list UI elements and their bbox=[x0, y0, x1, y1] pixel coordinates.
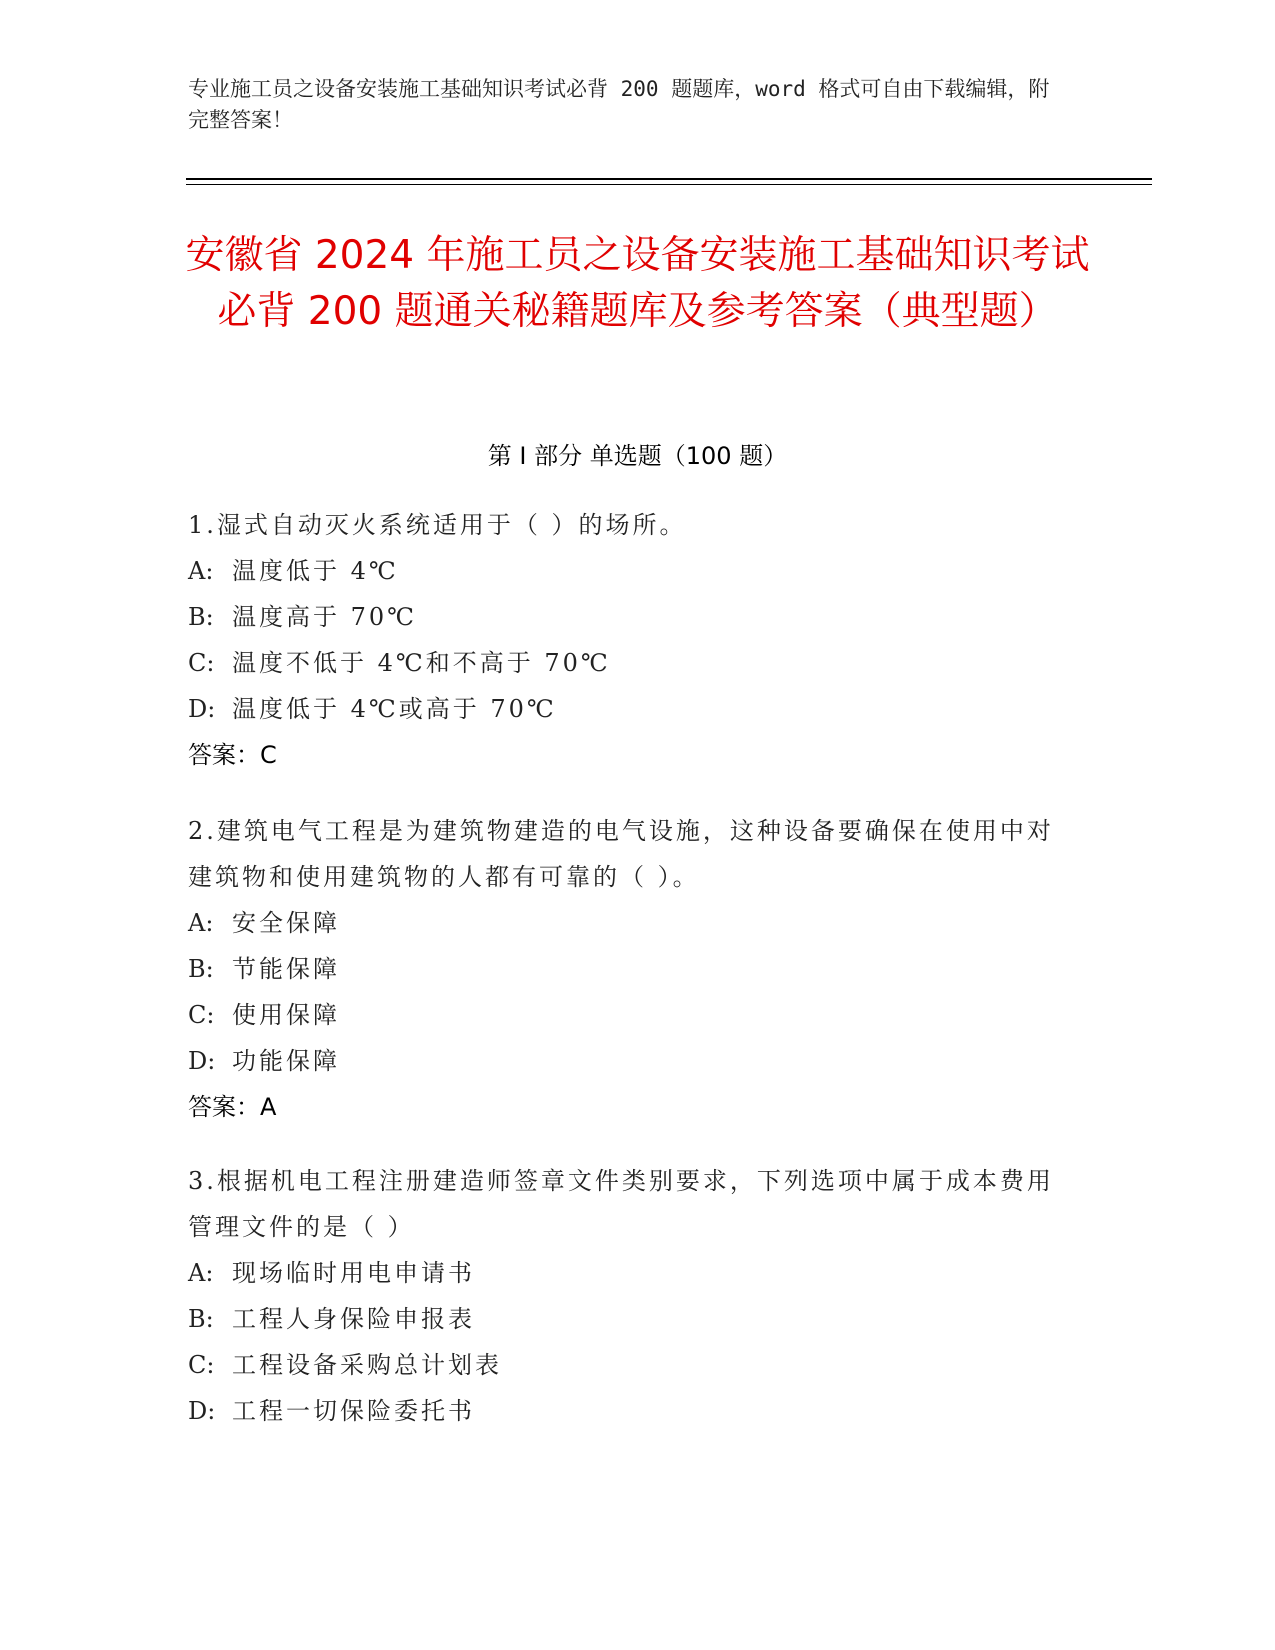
option-letter: A: bbox=[188, 557, 214, 585]
option-letter: A: bbox=[188, 909, 214, 937]
section-title: 第 I 部分 单选题（100 题） bbox=[487, 442, 788, 470]
option-b bbox=[188, 1296, 1068, 1342]
option-text: 工程人身保险申报表 bbox=[232, 1305, 475, 1333]
option-d bbox=[188, 686, 1068, 732]
option-text: 功能保障 bbox=[232, 1047, 340, 1075]
option-letter: C: bbox=[188, 649, 215, 677]
option-text: 安全保障 bbox=[232, 909, 340, 937]
question-3 bbox=[188, 1158, 1068, 1434]
question-stem: 2.建筑电气工程是为建筑物建造的电气设施，这种设备要确保在使用中对建筑物和使用建筑物的人都有可靠的（ ）。 bbox=[188, 817, 1054, 891]
option-letter: B: bbox=[188, 603, 214, 631]
option-letter: D: bbox=[188, 695, 216, 723]
answer: 答案：A bbox=[188, 1093, 277, 1121]
option-d bbox=[188, 1038, 1068, 1084]
option-a bbox=[188, 900, 1068, 946]
option-b bbox=[188, 946, 1068, 992]
option-letter: C: bbox=[188, 1001, 215, 1029]
option-c bbox=[188, 1342, 1068, 1388]
answer: 答案：C bbox=[188, 741, 277, 769]
option-a bbox=[188, 1250, 1068, 1296]
option-text: 温度低于 4℃或高于 70℃ bbox=[232, 695, 557, 723]
document-title: 安徽省 2024 年施工员之设备安装施工基础知识考试必背 200 题通关秘籍题库及参考答案（典型题） bbox=[185, 233, 1090, 334]
option-text: 节能保障 bbox=[232, 955, 340, 983]
option-text: 使用保障 bbox=[232, 1001, 340, 1029]
option-text: 温度低于 4℃ bbox=[232, 557, 399, 585]
header-rule-thick bbox=[186, 178, 1152, 180]
question-1 bbox=[188, 502, 1068, 778]
question-2 bbox=[188, 808, 1068, 1130]
option-letter: C: bbox=[188, 1351, 215, 1379]
option-text: 温度不低于 4℃和不高于 70℃ bbox=[232, 649, 611, 677]
question-stem: 1.湿式自动灭火系统适用于（ ）的场所。 bbox=[188, 511, 687, 539]
question-stem: 3.根据机电工程注册建造师签章文件类别要求，下列选项中属于成本费用管理文件的是（ ） bbox=[188, 1167, 1054, 1241]
option-letter: B: bbox=[188, 1305, 214, 1333]
header-rule-thin bbox=[186, 184, 1152, 185]
option-letter: A: bbox=[188, 1259, 214, 1287]
option-text: 工程一切保险委托书 bbox=[232, 1397, 475, 1425]
option-text: 工程设备采购总计划表 bbox=[232, 1351, 502, 1379]
option-letter: B: bbox=[188, 955, 214, 983]
option-text: 现场临时用电申请书 bbox=[232, 1259, 475, 1287]
header-note: 专业施工员之设备安装施工基础知识考试必背 200 题题库，word 格式可自由下载编辑，附完整答案！ bbox=[188, 77, 1050, 132]
option-b bbox=[188, 594, 1068, 640]
option-c bbox=[188, 640, 1068, 686]
option-text: 温度高于 70℃ bbox=[232, 603, 418, 631]
option-c bbox=[188, 992, 1068, 1038]
option-letter: D: bbox=[188, 1397, 216, 1425]
option-letter: D: bbox=[188, 1047, 216, 1075]
option-d bbox=[188, 1388, 1068, 1434]
option-a bbox=[188, 548, 1068, 594]
